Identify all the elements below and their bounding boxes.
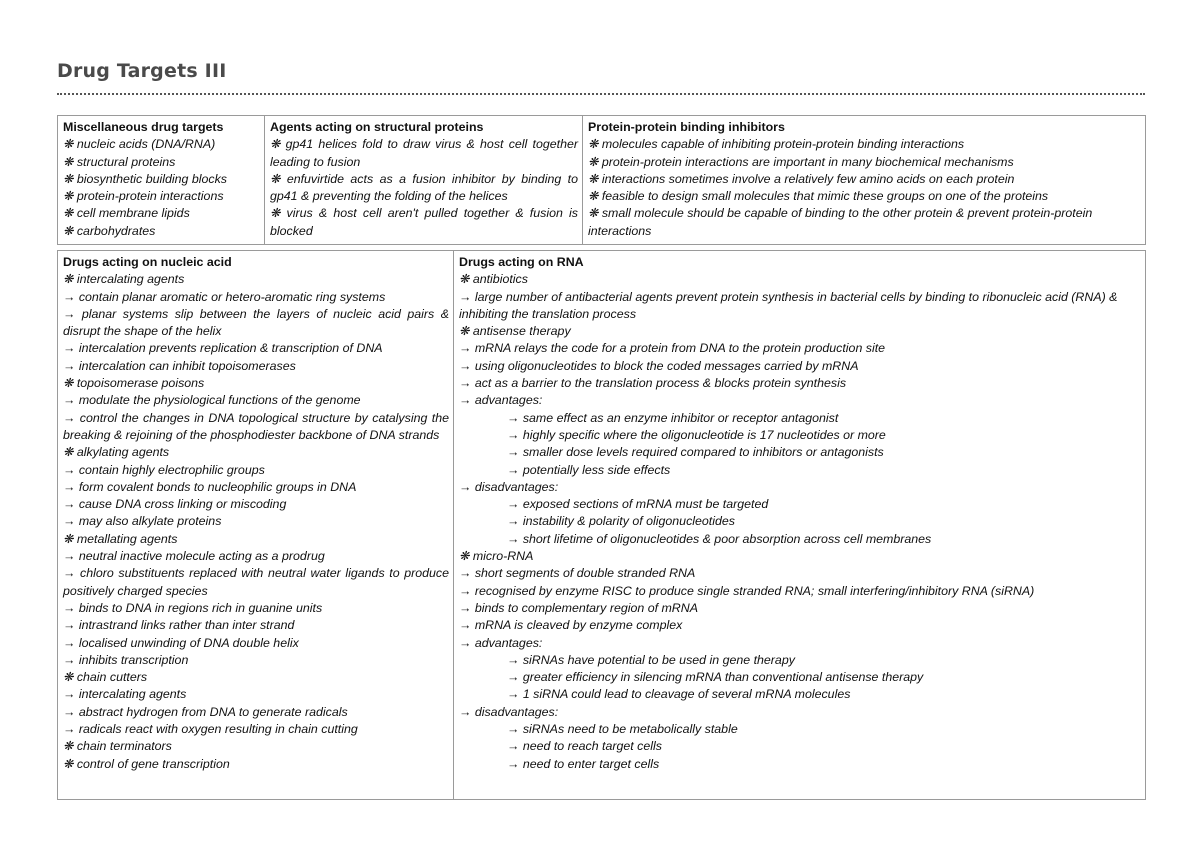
nucleic-acid-item: → contain planar aromatic or hetero-aromatic ring systems: [63, 289, 386, 304]
rna-list: [459, 271, 1141, 773]
nucleic-acid-item: → intercalation can inhibit topoisomerases: [63, 358, 296, 373]
structural-protein-item: ❋ enfuvirtide acts as a fusion inhibitor by binding to gp41 & preventing the folding of the helices: [270, 171, 578, 204]
rna-item: → disadvantages:: [459, 704, 559, 719]
nucleic-acid-item: ❋ control of gene transcription: [63, 756, 230, 771]
structural-proteins-heading: Agents acting on structural proteins: [270, 120, 484, 134]
rna-cell: [454, 251, 1146, 800]
structural-proteins-cell: [265, 116, 583, 245]
nucleic-acid-item: → intrastrand links rather than inter strand: [63, 618, 295, 633]
nucleic-acid-heading: Drugs acting on nucleic acid: [63, 255, 232, 269]
misc-target-item: ❋ nucleic acids (DNA/RNA): [63, 137, 216, 152]
nucleic-acid-item: ❋ chain terminators: [63, 739, 172, 754]
nucleic-acid-item: → cause DNA cross linking or miscoding: [63, 497, 287, 512]
rna-item: → siRNAs have potential to be used in gene therapy: [507, 652, 795, 667]
nucleic-acid-item: → planar systems slip between the layers of nucleic acid pairs & disrupt the shape of the helix: [63, 306, 449, 339]
title-divider: [57, 93, 1145, 95]
rna-item: → act as a barrier to the translation process & blocks protein synthesis: [459, 376, 847, 391]
rna-item: → highly specific where the oligonucleotide is 17 nucleotides or more: [507, 427, 886, 442]
misc-targets-cell: [58, 116, 265, 245]
rna-item: → siRNAs need to be metabolically stable: [507, 722, 738, 737]
top-sections-table: [57, 115, 1146, 245]
misc-target-item: ❋ protein-protein interactions: [63, 189, 224, 204]
misc-targets-heading: Miscellaneous drug targets: [63, 120, 224, 134]
ppi-inhibitors-list: [588, 136, 1141, 240]
rna-item: → advantages:: [459, 635, 543, 650]
rna-item: → short lifetime of oligonucleotides & poor absorption across cell membranes: [507, 531, 932, 546]
ppi-inhibitors-heading: Protein-protein binding inhibitors: [588, 120, 785, 134]
nucleic-acid-item: → modulate the physiological functions of the genome: [63, 393, 361, 408]
nucleic-acid-item: → form covalent bonds to nucleophilic groups in DNA: [63, 479, 357, 494]
nucleic-acid-item: ❋ chain cutters: [63, 670, 148, 685]
rna-item: → same effect as an enzyme inhibitor or receptor antagonist: [507, 410, 839, 425]
bottom-sections-table: [57, 250, 1146, 800]
rna-item: → 1 siRNA could lead to cleavage of several mRNA molecules: [507, 687, 851, 702]
page-title: Drug Targets III: [57, 60, 227, 82]
misc-targets-list: [63, 136, 260, 240]
misc-target-item: ❋ cell membrane lipids: [63, 206, 190, 221]
structural-protein-item: ❋ gp41 helices fold to draw virus & host cell together leading to fusion: [270, 137, 578, 169]
nucleic-acid-item: → binds to DNA in regions rich in guanine units: [63, 600, 323, 615]
nucleic-acid-item: → neutral inactive molecule acting as a prodrug: [63, 549, 325, 564]
misc-target-item: ❋ carbohydrates: [63, 223, 156, 238]
nucleic-acid-item: → control the changes in DNA topological structure by catalysing the breaking & rejoining of the phosphodiester backbone of DNA strands: [63, 410, 449, 442]
nucleic-acid-item: ❋ metallating agents: [63, 531, 178, 546]
nucleic-acid-item: → intercalation prevents replication & transcription of DNA: [63, 341, 383, 356]
rna-item: → recognised by enzyme RISC to produce single stranded RNA; small interfering/inhibitory RNA (siRNA): [459, 583, 1035, 598]
nucleic-acid-item: → intercalating agents: [63, 687, 187, 702]
misc-target-item: ❋ structural proteins: [63, 154, 176, 169]
rna-item: → exposed sections of mRNA must be targeted: [507, 497, 769, 512]
nucleic-acid-item: → contain highly electrophilic groups: [63, 462, 265, 477]
nucleic-acid-item: → abstract hydrogen from DNA to generate radicals: [63, 704, 348, 719]
ppi-inhibitor-item: ❋ feasible to design small molecules that mimic these groups on one of the proteins: [588, 189, 1049, 204]
rna-item: → greater efficiency in silencing mRNA than conventional antisense therapy: [507, 670, 924, 685]
rna-item: ❋ antibiotics: [459, 272, 528, 287]
nucleic-acid-item: → may also alkylate proteins: [63, 514, 222, 529]
rna-item: ❋ micro-RNA: [459, 549, 534, 564]
rna-heading: Drugs acting on RNA: [459, 255, 584, 269]
rna-item: → mRNA relays the code for a protein from DNA to the protein production site: [459, 341, 886, 356]
misc-target-item: ❋ biosynthetic building blocks: [63, 171, 227, 186]
rna-item: → short segments of double stranded RNA: [459, 566, 696, 581]
rna-item: → potentially less side effects: [507, 462, 671, 477]
rna-item: → instability & polarity of oligonucleotides: [507, 514, 735, 529]
nucleic-acid-item: ❋ intercalating agents: [63, 272, 185, 287]
ppi-inhibitor-item: ❋ interactions sometimes involve a relatively few amino acids on each protein: [588, 171, 1015, 186]
structural-proteins-list: [270, 136, 578, 240]
ppi-inhibitor-item: ❋ molecules capable of inhibiting protein-protein binding interactions: [588, 137, 965, 152]
nucleic-acid-cell: [58, 251, 454, 800]
rna-item: → disadvantages:: [459, 479, 559, 494]
rna-item: → binds to complementary region of mRNA: [459, 600, 698, 615]
nucleic-acid-item: → localised unwinding of DNA double helix: [63, 635, 299, 650]
rna-item: → smaller dose levels required compared to inhibitors or antagonists: [507, 445, 884, 460]
rna-item: → need to reach target cells: [507, 739, 662, 754]
nucleic-acid-list: [63, 271, 449, 773]
nucleic-acid-item: ❋ topoisomerase poisons: [63, 376, 205, 391]
ppi-inhibitor-item: ❋ small molecule should be capable of binding to the other protein & prevent protein-protein interactions: [588, 206, 1093, 238]
structural-protein-item: ❋ virus & host cell aren't pulled together & fusion is blocked: [270, 206, 578, 238]
rna-item: → need to enter target cells: [507, 756, 660, 771]
ppi-inhibitor-item: ❋ protein-protein interactions are important in many biochemical mechanisms: [588, 154, 1014, 169]
nucleic-acid-item: → inhibits transcription: [63, 652, 189, 667]
ppi-inhibitors-cell: [583, 116, 1146, 245]
rna-item: ❋ antisense therapy: [459, 324, 571, 339]
nucleic-acid-item: → radicals react with oxygen resulting in chain cutting: [63, 722, 358, 737]
rna-item: → mRNA is cleaved by enzyme complex: [459, 618, 683, 633]
nucleic-acid-item: ❋ alkylating agents: [63, 445, 170, 460]
rna-item: → large number of antibacterial agents prevent protein synthesis in bacterial cells by binding to ribonucleic acid (RNA) & inhibiting the translation process: [459, 289, 1118, 321]
nucleic-acid-item: → chloro substituents replaced with neutral water ligands to produce positively charged species: [63, 566, 449, 598]
rna-item: → advantages:: [459, 393, 543, 408]
rna-item: → using oligonucleotides to block the coded messages carried by mRNA: [459, 358, 859, 373]
